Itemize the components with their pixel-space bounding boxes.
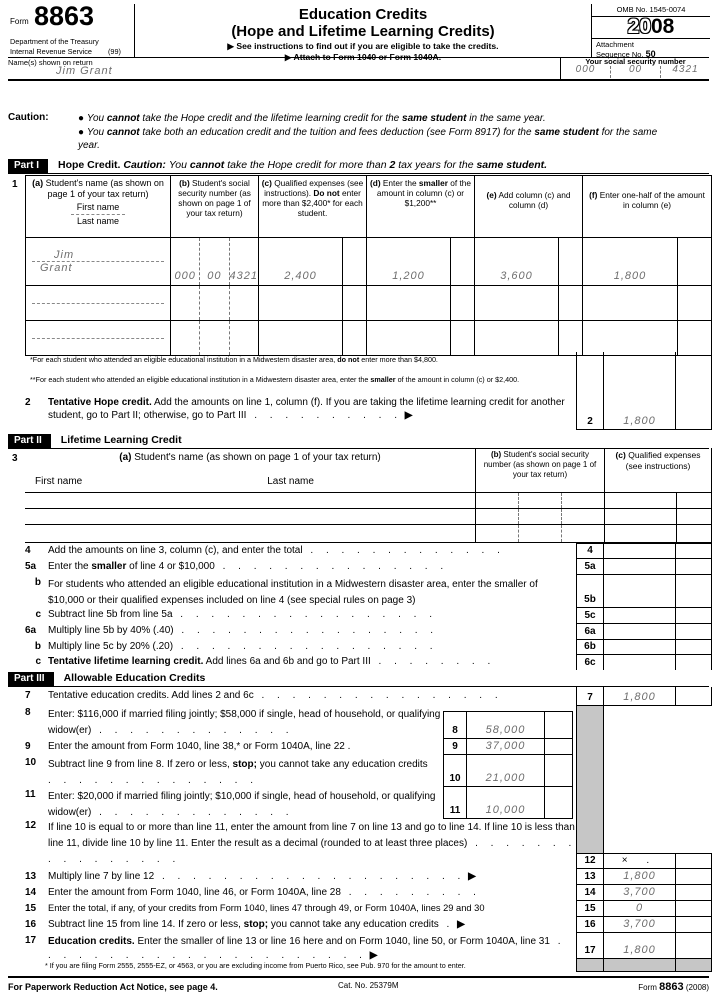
name-row [8, 57, 709, 81]
student1-smaller[interactable]: 1,200 [366, 238, 450, 285]
form-word: Form [10, 17, 29, 26]
line11-cents[interactable] [545, 787, 573, 818]
line14-number: 14 [25, 887, 37, 898]
line5c-text: Subtract line 5b from line 5a . . . . . . . . . . . . . . . . . [48, 609, 437, 620]
line5a-text: Enter the smaller of line 4 or $10,000 . . . . . . . . . . . . . . . [48, 561, 449, 572]
line5a-number: 5a [25, 561, 37, 572]
line15-box: 15 [576, 901, 604, 916]
line13-amount[interactable]: 1,800 [604, 869, 676, 884]
student1-add[interactable]: 3,600 [474, 238, 558, 285]
student1-add-cents[interactable] [558, 238, 582, 285]
line10-number: 10 [25, 757, 37, 768]
line5a-row [25, 561, 573, 574]
line10-cents[interactable] [545, 755, 573, 786]
attachment-word: Attachment [596, 40, 634, 49]
p2-row2-name[interactable] [25, 509, 475, 524]
student3-expenses[interactable] [258, 321, 342, 355]
form-number: 8863 [34, 1, 95, 31]
line5b-cents[interactable] [676, 575, 712, 607]
p2-row3-expenses[interactable] [604, 525, 676, 542]
student1-first-name[interactable]: Jim [32, 238, 164, 262]
line11-box: 11 [443, 787, 467, 818]
col-f-header: (f) Enter one-half of the amount in column (e) [582, 176, 711, 237]
year-suffix: 08 [651, 15, 675, 38]
first-name-label: First name [76, 201, 120, 212]
line12-cents[interactable] [676, 854, 712, 868]
p2-row1-name[interactable] [25, 493, 475, 508]
tax-year [592, 17, 710, 39]
p2-blank-row-1 [25, 492, 712, 508]
name-label: Name(s) shown on return [8, 58, 93, 67]
line7-number: 7 [25, 690, 31, 701]
footer-form-year: (2008) [685, 983, 709, 992]
line6a-box: 6a [576, 624, 604, 639]
line13-row [25, 871, 573, 884]
p2-col-a-header: (a) Student's name (as shown on page 1 of your tax return) First name Last name [35, 452, 381, 487]
line8-box: 8 [443, 712, 467, 738]
ssn-label: Your social security number [585, 57, 686, 66]
p2-col-c-header: (c) Qualified expenses (see instructions) [604, 448, 712, 492]
student2-expenses-cents[interactable] [342, 286, 366, 320]
col-b-header: (b) Student's social security number (as shown on page 1 of your tax return) [170, 176, 258, 237]
p2-blank-row-3 [25, 524, 712, 543]
line9-box: 9 [443, 739, 467, 754]
line6c-cents[interactable] [676, 655, 712, 670]
line10-box: 10 [443, 755, 467, 786]
paperwork-notice: For Paperwork Reduction Act Notice, see page 4. [8, 982, 218, 992]
catalog-number: Cat. No. 25379M [338, 981, 399, 990]
line4-row [25, 545, 573, 558]
part3-bar [8, 671, 709, 687]
part2-bar [8, 433, 709, 449]
student1-last-name[interactable]: Grant [40, 262, 73, 274]
line8-text: Enter: $116,000 if married filing jointly; $58,000 if single, head of household, or qualifying widow(er) . . . . . . . . . . . . . [48, 709, 441, 736]
line16-box: 16 [576, 917, 604, 932]
student1-expenses-cents[interactable] [342, 238, 366, 285]
shaded-column [576, 706, 604, 853]
line14-row [25, 887, 573, 900]
line6a-number: 6a [25, 625, 37, 636]
line6b-box: 6b [576, 640, 604, 654]
line5a-amount[interactable] [604, 559, 676, 574]
ssn-part1[interactable]: 000 [575, 64, 596, 75]
line2-amount[interactable]: 1,800 [604, 352, 676, 429]
lines4-6c-entry-grid [576, 543, 712, 670]
student2-add[interactable] [474, 286, 558, 320]
student3-half-cents[interactable] [677, 321, 711, 355]
col-e-header: (e) Add column (c) and column (d) [474, 176, 582, 237]
line17-box: 17 [576, 933, 604, 958]
line11-amount[interactable]: 10,000 [467, 787, 545, 818]
see-instructions: ▶ See instructions to find out if you are eligible to take the credits. [227, 41, 499, 51]
line12-text: If line 10 is equal to or more than line 11, enter the amount from line 7 on line 13 and go to line 14. If line 10 is less than line 11, divide line 10 by line 11. Enter the result as a decimal (rounded to at least three places) . . . . . . . . . . . . . . . . [48, 822, 577, 865]
line4-number: 4 [25, 545, 31, 556]
line4-cents[interactable] [676, 544, 712, 558]
line15-text: Enter the total, if any, of your credits from Form 1040, lines 47 through 49, or Form 1040A, lines 29 and 30 [48, 903, 485, 913]
line2-text: Tentative Hope credit. Add the amounts on line 1, column (f). If you are taking the lifetime learning credit for another student, go to Part II; otherwise, go to Part III . . . . . . . . . . ▶ [48, 397, 565, 421]
dept-line1: Department of the Treasury [10, 37, 99, 46]
line13-text: Multiply line 7 by line 12 . . . . . . . . . . . . . . . . . . . . ▶ [48, 871, 476, 882]
student3-add-cents[interactable] [558, 321, 582, 355]
col-d-header: (d) Enter the smaller of the amount in column (c) or $1,200** [366, 176, 474, 237]
student2-name-cell[interactable] [26, 286, 170, 320]
col-a-header: (a) Student's name (as shown on page 1 of your tax return) First name Last name [26, 176, 170, 237]
caution-bullet-1: ● You cannot take the Hope credit and the lifetime learning credit for the same student in the same year. [78, 113, 546, 124]
line15-amount[interactable]: 0 [604, 901, 676, 916]
student1-ssn1[interactable]: 000 [174, 270, 196, 282]
line15-row [25, 903, 573, 915]
p2-blank-row-2 [25, 508, 712, 524]
line5c-number: c [35, 609, 41, 620]
line7-amount[interactable]: 1,800 [604, 687, 676, 705]
line15-cents[interactable] [676, 901, 712, 916]
line7-cents[interactable] [676, 687, 712, 705]
line16-text: Subtract line 15 from line 14. If zero or less, stop; you cannot take any education credits . ▶ [48, 919, 465, 930]
student3-smaller-cents[interactable] [450, 321, 474, 355]
attach-instruction: ▶ Attach to Form 1040 or Form 1040A. [284, 52, 442, 62]
line2-row [25, 397, 573, 423]
part2-table-header [25, 448, 712, 492]
line6a-amount[interactable] [604, 624, 676, 639]
student3-expenses-cents[interactable] [342, 321, 366, 355]
line12-row [25, 820, 577, 868]
line6c-box: 6c [576, 655, 604, 670]
part1-tag: Part I [8, 159, 48, 173]
line12-entry-row [576, 853, 712, 869]
student2-smaller[interactable] [366, 286, 450, 320]
student1-half-cents[interactable] [677, 238, 711, 285]
line9-amount[interactable]: 37,000 [467, 739, 545, 754]
line5c-cents[interactable] [676, 608, 712, 623]
line6b-number: b [34, 641, 41, 652]
p2-row2-cents[interactable] [676, 509, 712, 524]
student1-ssn3[interactable]: 4321 [229, 238, 258, 285]
student1-ssn-cell[interactable] [170, 238, 258, 285]
line16-row [25, 919, 573, 932]
student3-half[interactable] [582, 321, 677, 355]
line17-text: Education credits. Enter the smaller of line 13 or line 16 here and on Form 1040, line 50, or Form 1040A, line 31 . . . . . . . . . . . . . . . . . . . . . . ▶ [48, 936, 566, 961]
student2-add-cents[interactable] [558, 286, 582, 320]
shaded-bottom-row [576, 959, 712, 972]
part2-tag: Part II [8, 434, 51, 448]
student-row-3 [26, 320, 711, 355]
line16-amount[interactable]: 3,700 [604, 917, 676, 932]
part3-title: Allowable Education Credits [63, 672, 206, 684]
line5b-row [25, 577, 573, 608]
page-footer [8, 981, 709, 993]
line14-box: 14 [576, 885, 604, 900]
p2-row2-expenses[interactable] [604, 509, 676, 524]
dept-99: (99) [108, 47, 121, 56]
line5c-row [25, 609, 573, 622]
p2-row2-ssn[interactable] [475, 509, 604, 524]
line14-cents[interactable] [676, 885, 712, 900]
footer-form-word: Form [638, 983, 657, 992]
line6c-number: c [35, 656, 41, 667]
part2-title: Lifetime Learning Credit [60, 434, 182, 446]
line9-row [25, 741, 443, 754]
col-c-header: (c) Qualified expenses (see instructions). Do not enter more than $2,400* for each student. [258, 176, 366, 237]
part2-table [25, 448, 712, 543]
line14-amount[interactable]: 3,700 [604, 885, 676, 900]
form-number-block [8, 1, 135, 57]
line5a-box: 5a [576, 559, 604, 574]
line17-row [25, 935, 573, 962]
line5b-text: For students who attended an eligible educational institution in a Midwestern disaster area, enter the smaller of $10,000 or their qualified expenses included on line 4 (see special rules on page 3) [48, 579, 538, 606]
line17-amount[interactable]: 1,800 [604, 933, 676, 958]
omb-number: OMB No. 1545-0074 [592, 4, 710, 17]
line4-amount[interactable] [604, 544, 676, 558]
first-name-rule [71, 214, 125, 215]
line6c-text: Tentative lifetime learning credit. Add lines 6a and 6b and go to Part III . . . . . . . . [48, 656, 496, 667]
line5b-number: b [34, 577, 41, 588]
line4-box: 4 [576, 544, 604, 558]
line12-decimal[interactable]: × . [604, 854, 676, 868]
line10-amount[interactable]: 21,000 [467, 755, 545, 786]
line13-box: 13 [576, 869, 604, 884]
student2-smaller-cents[interactable] [450, 286, 474, 320]
line8-cents[interactable] [545, 712, 573, 738]
student2-half[interactable] [582, 286, 677, 320]
student1-ssn2[interactable]: 00 [199, 238, 228, 285]
part1-footnote-1: *For each student who attended an eligible educational institution in a Midwestern disaster area, do not enter more than $4,800. [30, 355, 438, 364]
omb-block [591, 4, 710, 57]
line7-text: Tentative education credits. Add lines 2 and 6c . . . . . . . . . . . . . . . . [48, 690, 503, 701]
line7-box: 7 [576, 687, 604, 705]
ssn-part3[interactable]: 4321 [660, 66, 710, 78]
line2-entry-row [576, 352, 712, 430]
line6c-amount[interactable] [604, 655, 676, 670]
line17-number: 17 [25, 935, 37, 946]
line5a-cents[interactable] [676, 559, 712, 574]
line5b-box: 5b [576, 575, 604, 607]
p2-row1-cents[interactable] [676, 493, 712, 508]
student3-add[interactable] [474, 321, 558, 355]
line13-cents[interactable] [676, 869, 712, 884]
line4-text: Add the amounts on line 3, column (c), and enter the total . . . . . . . . . . . . . [48, 545, 505, 556]
line6b-text: Multiply line 5c by 20% (.20) . . . . . . . . . . . . . . . . . [48, 641, 438, 652]
line9-text: Enter the amount from Form 1040, line 38,* or Form 1040A, line 22 . [48, 741, 351, 752]
line11-number: 11 [25, 789, 36, 800]
line5c-box: 5c [576, 608, 604, 623]
student-row-2 [26, 285, 711, 320]
line8-amount[interactable]: 58,000 [467, 712, 545, 738]
line17-cents[interactable] [676, 933, 712, 958]
p2-row3-ssn[interactable] [475, 525, 604, 542]
title-block [135, 4, 591, 62]
bottom-rule [8, 976, 709, 978]
p2-last-name-label: Last name [267, 476, 314, 487]
form-title-line2: (Hope and Lifetime Learning Credits) [231, 23, 495, 40]
part1-bar [8, 157, 709, 174]
line12-number: 12 [25, 820, 37, 831]
line17-entry-row [576, 933, 712, 959]
line9-cents[interactable] [545, 739, 573, 754]
line1-number: 1 [12, 179, 18, 190]
line5b-amount[interactable] [604, 575, 676, 607]
line2-number: 2 [25, 397, 31, 408]
student1-half[interactable]: 1,800 [582, 238, 677, 285]
line11-text: Enter: $20,000 if married filing jointly; $10,000 if single, head of household, or qualifying widow(er) . . . . . . . . . . . . . [48, 791, 436, 818]
line6c-row [25, 656, 573, 669]
p2-row1-ssn[interactable] [475, 493, 604, 508]
student1-expenses[interactable]: 2,400 [258, 238, 342, 285]
line15-number: 15 [25, 903, 37, 914]
part1-table [25, 175, 712, 356]
line2-box-number: 2 [576, 352, 604, 429]
student3-ssn-cell[interactable] [170, 321, 258, 355]
line6a-row [25, 625, 573, 638]
line2-cents[interactable] [676, 352, 712, 429]
part3-footnote: * If you are filing Form 2555, 2555-EZ, or 4563, or you are excluding income from Puerto Rico, see Pub. 970 for the amount to enter. [45, 961, 466, 970]
student3-name-cell[interactable] [26, 321, 170, 355]
ssn-part2[interactable]: 00 [610, 66, 660, 78]
part1-table-header [26, 176, 711, 237]
part3-tag: Part III [8, 672, 54, 686]
line5c-amount[interactable] [604, 608, 676, 623]
p2-row3-cents[interactable] [676, 525, 712, 542]
student3-smaller[interactable] [366, 321, 450, 355]
ssn-field[interactable] [561, 66, 710, 78]
line13-number: 13 [25, 871, 37, 882]
line16-cents[interactable] [676, 917, 712, 932]
p2-first-name-label: First name [35, 476, 83, 487]
year-prefix: 20 [627, 15, 651, 38]
line7-entry-row [576, 687, 712, 706]
caution-label: Caution: [8, 112, 49, 123]
sequence-number: 50 [645, 49, 656, 59]
form-title-line1: Education Credits [298, 6, 428, 23]
student2-half-cents[interactable] [677, 286, 711, 320]
line6b-amount[interactable] [604, 640, 676, 654]
line6a-cents[interactable] [676, 624, 712, 639]
line11-row [25, 789, 443, 820]
p2-row3-name[interactable] [25, 525, 475, 542]
student1-smaller-cents[interactable] [450, 238, 474, 285]
line9-number: 9 [25, 741, 31, 752]
p2-col-b-header: (b) Student's social security number (as shown on page 1 of your tax return) [475, 448, 604, 492]
lines8-11-entry-grid [443, 711, 573, 819]
student1-name-cell[interactable] [26, 238, 170, 285]
line10-text: Subtract line 9 from line 8. If zero or less, stop; you cannot take any education credits . . . . . . . . . . . . . . [48, 759, 428, 786]
line6b-row [25, 641, 573, 654]
line16-number: 16 [25, 919, 37, 930]
footer-form-number: 8863 [659, 981, 684, 993]
line10-row [25, 757, 443, 788]
student-row-1 [26, 237, 711, 285]
sequence-label: Sequence No. [596, 50, 644, 59]
part1-footnote-2: **For each student who attended an eligible educational institution in a Midwestern disaster area, enter the smaller of the amount in column (c) or $2,400. [30, 375, 520, 384]
line3-number: 3 [12, 453, 18, 464]
student2-expenses[interactable] [258, 286, 342, 320]
ssn-block [560, 57, 710, 79]
p2-row1-expenses[interactable] [604, 493, 676, 508]
last-name-label: Last name [76, 215, 120, 226]
student2-ssn-cell[interactable] [170, 286, 258, 320]
line6b-cents[interactable] [676, 640, 712, 654]
line12-box: 12 [576, 854, 604, 868]
lines13-16-entry-grid [576, 869, 712, 933]
line6a-text: Multiply line 5b by 40% (.40) . . . . . . . . . . . . . . . . . [48, 625, 439, 636]
caution-bullet-2: ● You cannot take both an education credit and the tuition and fees deduction (see Form 8917) for the same student for the same year. [78, 127, 658, 151]
line14-text: Enter the amount from Form 1040, line 46, or Form 1040A, line 28 . . . . . . . . . [48, 887, 481, 898]
part1-title: Hope Credit. Caution: You cannot take the Hope credit for more than 2 tax years for the same student. [58, 159, 548, 171]
line8-number: 8 [25, 707, 31, 718]
dept-line2: Internal Revenue Service [10, 47, 92, 56]
line8-row [25, 707, 443, 738]
line7-row [25, 690, 573, 703]
name-value[interactable]: Jim Grant [56, 65, 113, 77]
